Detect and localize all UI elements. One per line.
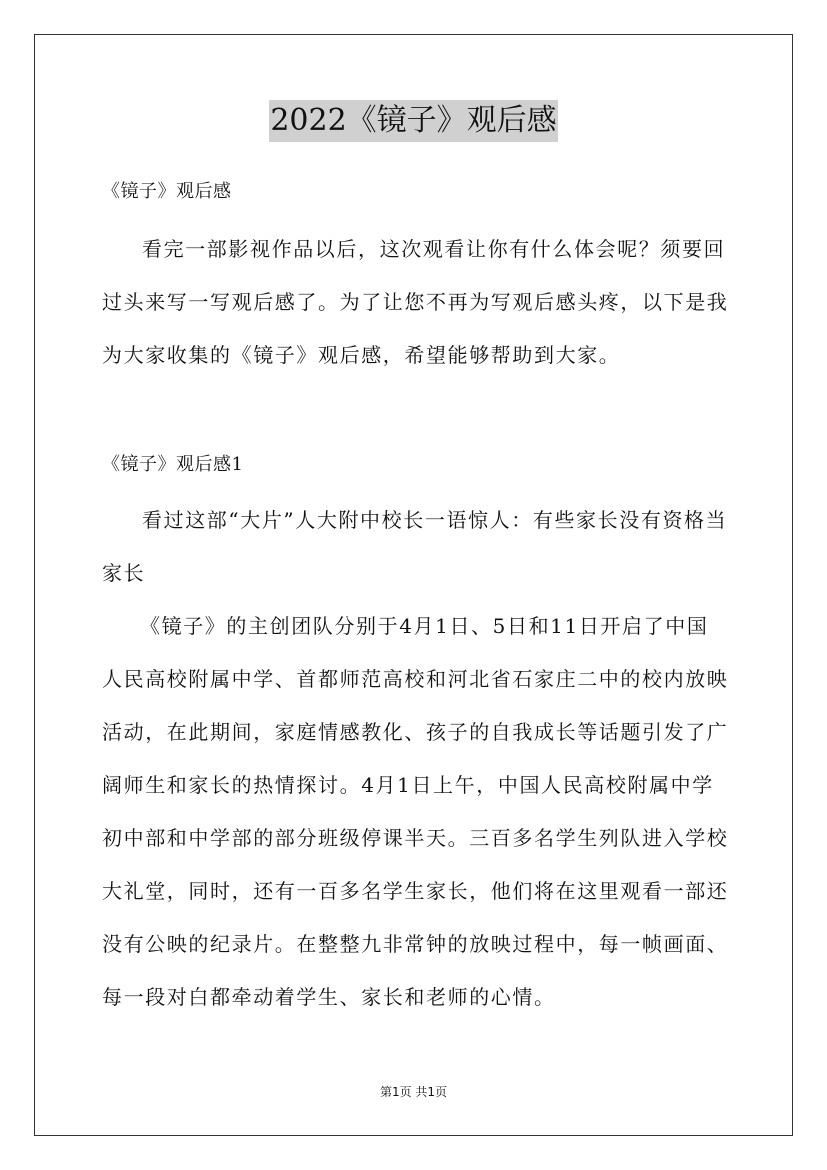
document-subtitle: 《镜子》观后感 [102, 181, 232, 202]
intro-block [102, 223, 730, 382]
section1-paragraph-2: 《镜子》的主创团队分别于4月1日、5日和11日开启了中国人民高校附属中学、首都师范高校和河北省石家庄二中的校内放映活动，在此期间，家庭情感教化、孩子的自我成长等话题引发了广阔师生和家长的热情探讨。4月1日上午，中国人民高校附属中学初中部和中学部的部分班级停课半天。三百多名学生列队进入学校大礼堂，同时，还有一百多名学生家长，他们将在这里观看一部还没有公映的纪录片。在整整九非常钟的放映过程中，每一帧画面、每一段对白都牵动着学生、家长和老师的心情。 [102, 614, 729, 1009]
intro-paragraph: 看完一部影视作品以后，这次观看让你有什么体会呢？须要回过头来写一写观后感了。为了让您不再为写观后感头疼，以下是我为大家收集的《镜子》观后感，希望能够帮助到大家。 [102, 237, 729, 367]
section-heading: 《镜子》观后感1 [102, 454, 244, 475]
section1-heading-block [102, 449, 730, 481]
subtitle-block [102, 176, 730, 208]
title-container [0, 100, 827, 142]
section1-body [102, 494, 730, 1024]
section1-paragraph-1: 看过这部“大片”人大附中校长一语惊人：有些家长没有资格当家长 [102, 508, 728, 585]
page-footer: 第1页 共1页 [379, 1085, 448, 1099]
document-title: 2022《镜子》观后感 [269, 100, 557, 142]
